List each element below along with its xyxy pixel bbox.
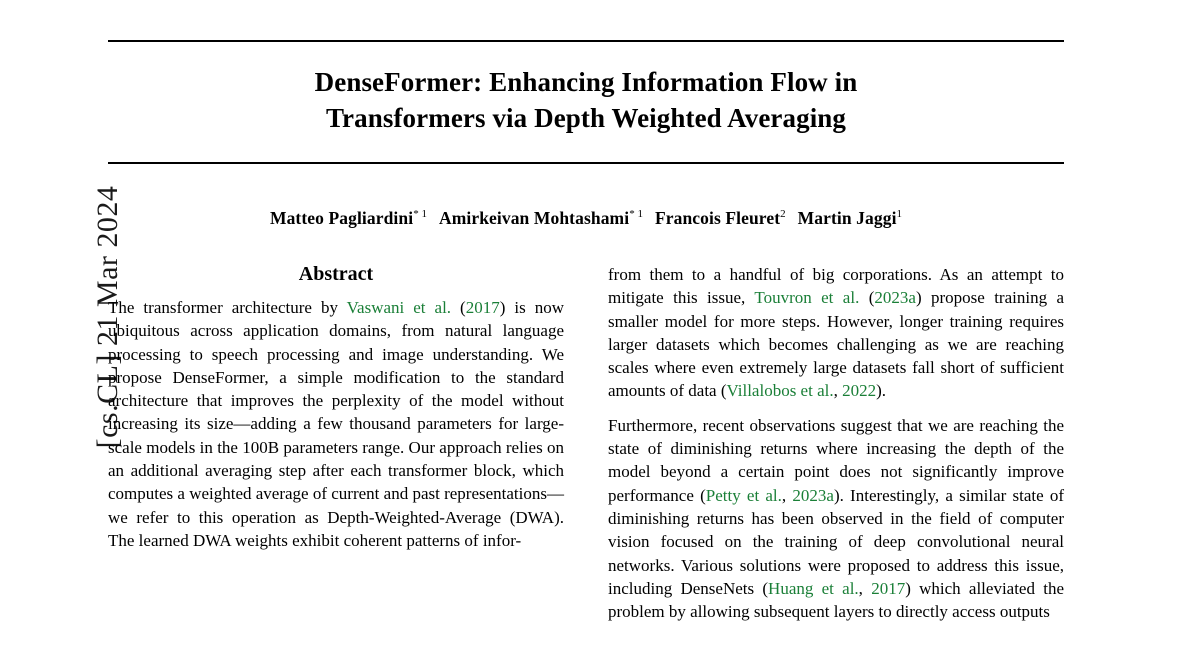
citation-link-touvron[interactable]: Touvron et al. [754,288,860,308]
para2-text-a: Furthermore, recent observations suggest that we are reaching the state of diminishing returns where increasing the depth of the model beyond a certain point does not significantly improve performance ( [608,415,1064,505]
author-affiliation-marker: * 1 [629,208,643,221]
citation-link-petty-2023a[interactable]: 2023a [792,485,834,505]
para1-text-b: ( [859,288,875,308]
para1-text-d: , [833,381,843,401]
author-name: Martin Jaggi [797,208,897,228]
citation-link-petty[interactable]: Petty et al. [705,485,782,505]
author-name: Matteo Pagliardini [269,208,414,228]
author-name: Amirkeivan Mohtashami [438,208,630,228]
author-entry [798,208,902,228]
para2-text-d: , [858,578,872,598]
citation-link-vaswani[interactable]: Vaswani et al. [346,298,452,317]
arxiv-vertical-stamp: [cs.CL] 21 Mar 2024 [91,185,124,449]
author-entry [439,208,643,228]
title-top-rule [108,40,1064,42]
title-line-2: Transformers via Depth Weighted Averaging [325,103,847,133]
para1-text-a: from them to a handful of big corporations. As an attempt to mitigate this issue, [608,265,1064,308]
title-line-1: DenseFormer: Enhancing Information Flow in [314,67,858,97]
title-bottom-rule [108,162,1064,164]
author-entry [270,208,427,228]
para2-text-b: , [781,485,793,505]
author-entry [655,208,786,228]
paper-content [108,0,1064,648]
abstract-heading: Abstract [298,263,374,285]
abstract-text-3: ) is now ubiquitous across application domains, from natural language processing to speech processing and image understanding. We propose DenseFormer, a simple modification to the standard architecture that improves the perplexity of the model without increasing its size—adding a few thousand parameters for large-scale models in the 100B parameters range. Our approach relies on an additional averaging step after each transformer block, which computes a weighted average of current and past representations—we refer to this operation as Depth-Weighted-Average (DWA). The learned DWA weights exhibit coherent patterns of infor- [108,298,564,550]
citation-link-huang-2017[interactable]: 2017 [871,578,906,598]
citation-link-2017[interactable]: 2017 [465,298,500,317]
left-column [108,263,564,634]
citation-link-villalobos[interactable]: Villalobos et al. [726,381,834,401]
author-affiliation-marker: 1 [896,208,903,221]
citation-link-2022[interactable]: 2022 [842,381,877,401]
page-title [108,64,1064,136]
author-affiliation-marker: * 1 [413,208,427,221]
right-column [608,263,1064,634]
para2-text-c: ). Interestingly, a similar state of diminishing returns has been observed in the field of computer vision focused on the training of deep convolutional neural networks. Various solutions were proposed to address this issue, including DenseNets ( [608,485,1065,598]
two-column-body [108,263,1064,634]
body-paragraph-1 [608,263,1064,403]
para2-text-e: ) which alleviated the problem by allowing subsequent layers to directly access outputs [608,578,1065,622]
citation-link-huang[interactable]: Huang et al. [768,578,859,598]
para1-text-e: ). [876,381,887,401]
body-paragraph-2 [608,414,1064,624]
para1-text-c: ) propose training a smaller model for more steps. However, longer training requires larger datasets which becomes challenging as we are reaching scales where even extremely large datasets fall short of sufficient amounts of data ( [608,288,1065,401]
abstract-text-2: ( [451,298,466,317]
author-list [108,208,1064,229]
author-name: Francois Fleuret [654,208,781,228]
abstract-text-1: The transformer architecture by [108,298,347,317]
abstract-paragraph [108,296,564,552]
author-affiliation-marker: 2 [780,208,786,221]
citation-link-2023a[interactable]: 2023a [874,288,916,308]
